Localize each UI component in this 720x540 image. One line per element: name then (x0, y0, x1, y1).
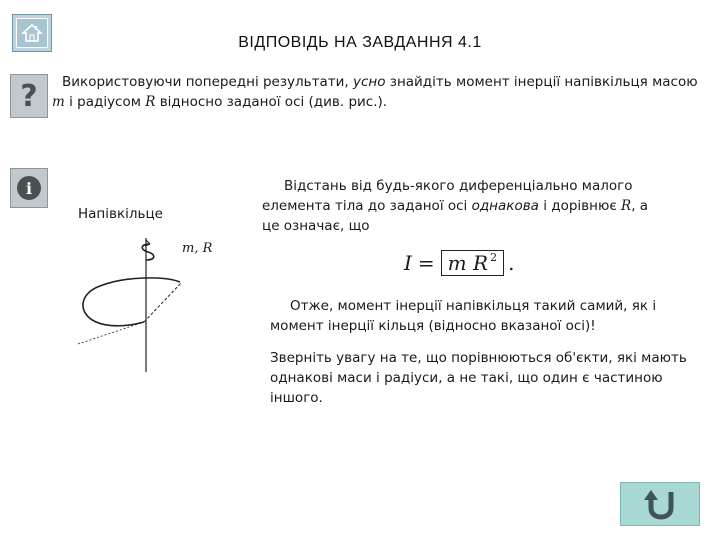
info-text (262, 176, 662, 236)
info-part2: і дорівнює (538, 198, 622, 214)
formula-tail: . (508, 251, 515, 275)
return-button[interactable] (620, 482, 700, 526)
note-text: Зверніть увагу на те, що порівнюються об'єкти, які мають однакові маси і радіуси, а не такі, що один є частиною іншого. (270, 350, 687, 406)
return-arrow-icon (643, 488, 677, 520)
question-mass: m (52, 94, 65, 110)
info-emphasis: однакова (471, 198, 539, 214)
info-part3: , а це означає, що (262, 198, 649, 234)
figure-params: m, R (182, 241, 213, 256)
formula-lhs: I (404, 251, 412, 275)
conclusion-text: Отже, момент інерції напівкільця такий самий, як і момент інерції кільця (відносно вказаної осі)! (270, 298, 657, 334)
formula-box (441, 250, 504, 276)
question-part3: і радіусом (64, 94, 146, 110)
figure-label: Напівкільце (78, 206, 163, 222)
half-ring-arc (83, 278, 180, 326)
info-radius: R (621, 198, 632, 214)
formula-exponent: 2 (490, 251, 498, 264)
half-ring-figure (70, 232, 200, 372)
info-part1: Відстань від будь-якого диференціально малого елемента тіла до заданої осі (262, 178, 633, 214)
question-button[interactable] (10, 74, 48, 118)
question-icon: ? (20, 78, 38, 114)
info-icon: i (17, 176, 41, 200)
question-text (52, 72, 702, 112)
formula-eq: = (417, 251, 435, 275)
question-part4: відносно заданої осі (див. рис.). (155, 94, 388, 110)
question-part2: знайдіть момент інерції напівкільця масою (385, 74, 698, 90)
question-radius: R (145, 94, 156, 110)
diameter-line (144, 282, 182, 322)
formula-mass: m (447, 251, 467, 275)
info-button[interactable] (10, 168, 48, 208)
rotation-arrow-icon (142, 244, 154, 260)
formula (404, 250, 514, 276)
question-emphasis: усно (352, 74, 386, 90)
page-title: ВІДПОВІДЬ НА ЗАВДАННЯ 4.1 (238, 34, 482, 51)
formula-radius: R (473, 251, 489, 275)
question-part1: Використовуючи попередні результати, (62, 74, 353, 90)
